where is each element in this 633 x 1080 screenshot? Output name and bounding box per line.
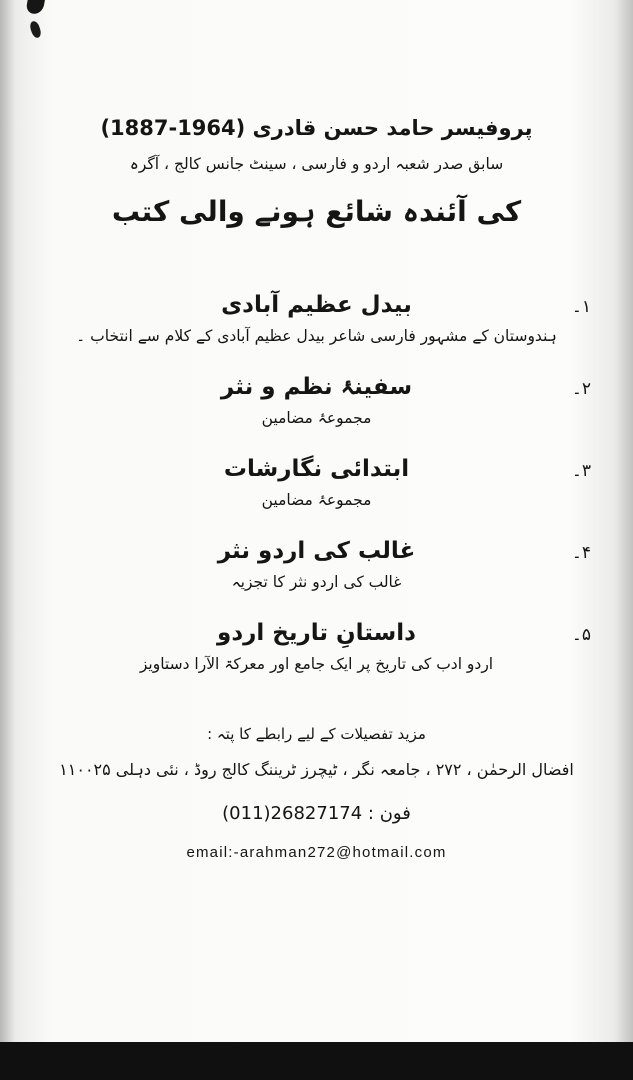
scan-artifact-bottom-bar [0, 1042, 633, 1080]
book-title: غالب کی اردو نثر [217, 538, 416, 564]
page-title: کی آئندہ شائع ہونے والی کتب [111, 195, 522, 228]
book-entry [0, 620, 633, 673]
contact-intro: مزید تفصیلات کے لیے رابطے کا پتہ : [207, 725, 426, 743]
author-name: پروفیسر حامد حسن قادری ‎(1887-1964)‎ [100, 116, 533, 140]
book-description: مجموعۂ مضامین [261, 491, 372, 509]
book-number: ۴۔ [571, 543, 591, 563]
author-affiliation: سابق صدر شعبہ اردو و فارسی ، سینٹ جانس کالج ، آگرہ [129, 155, 504, 173]
book-entry [0, 292, 633, 345]
book-title-row [0, 620, 633, 646]
contact-email: email:-arahman272@hotmail.com [186, 844, 447, 861]
book-description: مجموعۂ مضامین [261, 409, 372, 427]
book-entry [0, 538, 633, 591]
book-entry [0, 456, 633, 509]
contact-phone: فون : ‎(011)26827174 [222, 803, 411, 824]
book-title: سفینۂ نظم و نثر [220, 374, 413, 400]
contact-address: افضال الرحمٰن ، ۲۷۲ ، جامعہ نگر ، ٹیچرز ٹریننگ کالج روڈ ، نئی دہلی ۱۱۰۰۲۵ [59, 760, 574, 779]
book-number: ۲۔ [571, 379, 591, 399]
book-description: ہندوستان کے مشہور فارسی شاعر بیدل عظیم آبادی کے کلام سے انتخاب ۔ [76, 327, 557, 345]
book-title: ابتدائی نگارشات [223, 456, 410, 482]
book-title-row [0, 374, 633, 400]
book-number: ۱۔ [571, 297, 591, 317]
book-list [0, 292, 633, 673]
book-title: بیدل عظیم آبادی [221, 292, 412, 318]
book-title-row [0, 456, 633, 482]
contact-block [0, 725, 633, 861]
book-entry [0, 374, 633, 427]
book-title-row [0, 538, 633, 564]
book-title: داستانِ تاریخ اردو [217, 620, 416, 646]
book-number: ۳۔ [571, 461, 591, 481]
book-description: اردو ادب کی تاریخ پر ایک جامع اور معرکۃ الآرا دستاویز [139, 655, 494, 673]
book-description: غالب کی اردو نثر کا تجزیہ [231, 573, 402, 591]
book-title-row [0, 292, 633, 318]
book-number: ۵۔ [571, 625, 591, 645]
